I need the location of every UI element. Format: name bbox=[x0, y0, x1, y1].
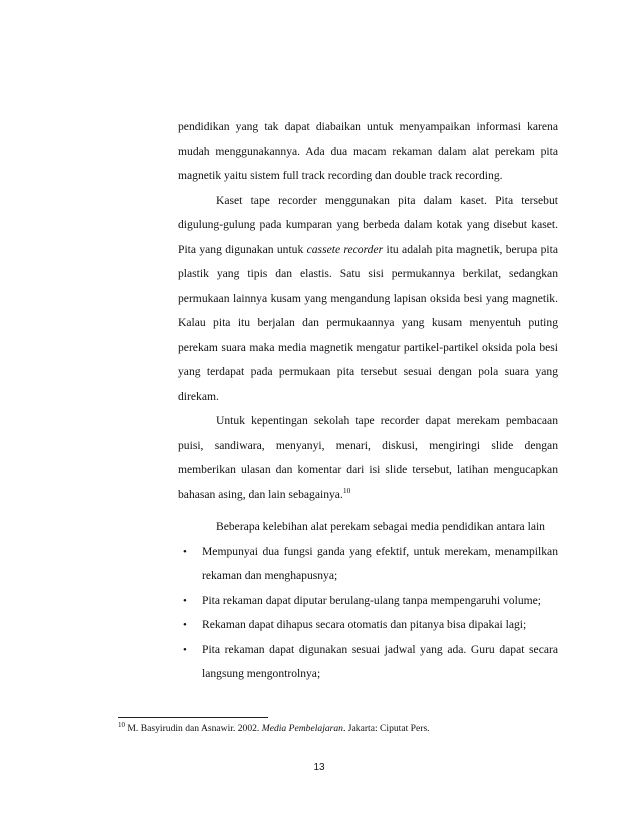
paragraph-1-text: pendidikan yang tak dapat diabaikan untuk menyampaikan informasi karena mudah menggunakannya. Ada dua macam rekaman dalam alat perekam pita magnetik yaitu sistem full track recording dan double track recording. bbox=[178, 120, 558, 182]
footnote-number: 10 bbox=[118, 720, 125, 729]
footnote bbox=[118, 722, 558, 736]
footnote-divider bbox=[118, 717, 268, 718]
bullet-icon: • bbox=[183, 545, 187, 558]
paragraph-1 bbox=[178, 115, 558, 189]
paragraph-3-text: Untuk kepentingan sekolah tape recorder dapat merekam pembacaan puisi, sandiwara, menyanyi, menari, diskusi, mengiringi slide dengan memberikan ulasan dan komentar dari isi slide tersebut, latihan mengucapkan bahasan asing, dan lain sebagainya. bbox=[178, 414, 558, 501]
paragraph-2-italic-term: cassete recorder bbox=[306, 242, 384, 256]
paragraph-2 bbox=[178, 189, 558, 410]
paragraph-4-text: Beberapa kelebihan alat perekam sebagai media pendidikan antara lain bbox=[216, 520, 545, 533]
list-item-text: Mempunyai dua fungsi ganda yang efektif, untuk merekam, menampilkan rekaman dan menghapusnya; bbox=[202, 544, 558, 582]
paragraph-2-text-start: Kaset tape recorder menggunakan pita dalam kaset. Pita tersebut digulung-gulung pada kumparan yang berbeda dalam kotak yang disebut kaset. Pita yang digunakan untuk bbox=[178, 193, 558, 256]
footnote-reference[interactable]: 10 bbox=[342, 485, 351, 495]
paragraph-3 bbox=[178, 409, 558, 507]
paragraph-2-text-end: itu adalah pita magnetik, berupa pita plastik yang tipis dan elastis. Satu sisi permukannya berkilat, sedangkan permukaan lainnya kusam yang mengandung lapisan oksida besi yang magnetik. Kalau pita itu berjalan dan permukaannya yang kusam menyentuh puting perekam suara maka media magnetik mengatur partikel-partikel oksida pola besi yang terdapat pada permukaan pita tersebut sesuai dengan pola suara yang direkam. bbox=[178, 242, 558, 403]
list-item bbox=[178, 638, 558, 687]
bullet-icon: • bbox=[183, 594, 187, 607]
footnote-italic-title: Media Pembelajaran bbox=[261, 723, 343, 734]
body-text bbox=[178, 115, 558, 687]
footnote-text-end: . Jakarta: Ciputat Pers. bbox=[342, 723, 430, 734]
list-item-text: Pita rekaman dapat diputar berulang-ulang tanpa mempengaruhi volume; bbox=[202, 593, 542, 607]
list-item bbox=[178, 589, 558, 614]
list-item-text: Rekaman dapat dihapus secara otomatis dan pitanya bisa dipakai lagi; bbox=[202, 618, 527, 631]
bullet-icon: • bbox=[183, 619, 187, 631]
footnote-text-start: M. Basyirudin dan Asnawir. 2002. bbox=[125, 723, 262, 734]
list-item-text: Pita rekaman dapat digunakan sesuai jadwal yang ada. Guru dapat secara langsung mengontrolnya; bbox=[202, 642, 558, 680]
list-item bbox=[178, 540, 558, 589]
list-item bbox=[178, 613, 558, 638]
advantages-list bbox=[178, 540, 558, 687]
bullet-icon: • bbox=[183, 643, 187, 656]
page-number: 13 bbox=[313, 762, 325, 773]
paragraph-4 bbox=[178, 515, 558, 540]
